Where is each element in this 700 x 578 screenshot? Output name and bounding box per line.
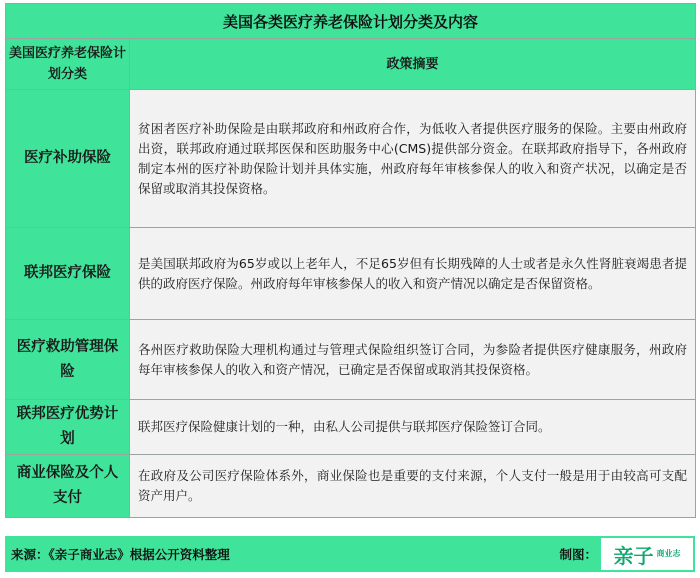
table-row <box>6 90 696 228</box>
row-summary: 贫困者医疗补助保险是由联邦政府和州政府合作，为低收入者提供医疗服务的保险。主要由州政府出资，联邦政府通过联邦医保和医助服务中心(CMS)提供部分资金。在联邦政府指导下，各州政府制定本州的医疗补助保险计划并具体实施，州政府每年审核参保人的收入和资产状况，以确定是否保留或取消其投保资格。 <box>130 90 696 228</box>
table-row <box>6 455 696 518</box>
header-category: 美国医疗养老保险计划分类 <box>6 39 130 90</box>
row-summary: 在政府及公司医疗保险体系外，商业保险也是重要的支付来源，个人支付一般是用于由较高可支配资产用户。 <box>130 455 696 518</box>
row-category: 医疗救助管理保险 <box>6 320 130 400</box>
row-summary: 联邦医疗保险健康计划的一种，由私人公司提供与联邦医疗保险签订合同。 <box>130 400 696 455</box>
row-summary: 是美国联邦政府为65岁或以上老年人，不足65岁但有长期残障的人士或者是永久性肾脏衰竭患者提供的政府医疗保险。州政府每年审核参保人的收入和资产情况以确定是否保留资格。 <box>130 228 696 320</box>
footer-bar <box>5 536 695 572</box>
brand-logo <box>601 538 693 570</box>
row-category: 联邦医疗保险 <box>6 228 130 320</box>
maker-label: 制图： <box>559 547 597 562</box>
logo-main-text: 亲子 <box>613 543 654 568</box>
header-row <box>6 39 696 90</box>
source-note: 来源：《亲子商业志》根据公开资料整理 <box>11 547 230 562</box>
table-row <box>6 400 696 455</box>
row-summary: 各州医疗救助保险大理机构通过与管理式保险组织签订合同，为参险者提供医疗健康服务，州政府每年审核参保人的收入和资产情况，已确定是否保留或取消其投保资格。 <box>130 320 696 400</box>
table-row <box>6 320 696 400</box>
title-row <box>6 4 696 39</box>
table-title: 美国各类医疗养老保险计划分类及内容 <box>6 4 696 39</box>
header-summary: 政策摘要 <box>130 39 696 90</box>
table-row <box>6 228 696 320</box>
row-category: 联邦医疗优势计划 <box>6 400 130 455</box>
logo-side-text <box>657 549 681 559</box>
row-category: 医疗补助保险 <box>6 90 130 228</box>
logo-side-label: 商业志 <box>656 549 681 558</box>
row-category: 商业保险及个人支付 <box>6 455 130 518</box>
insurance-table <box>5 3 696 518</box>
